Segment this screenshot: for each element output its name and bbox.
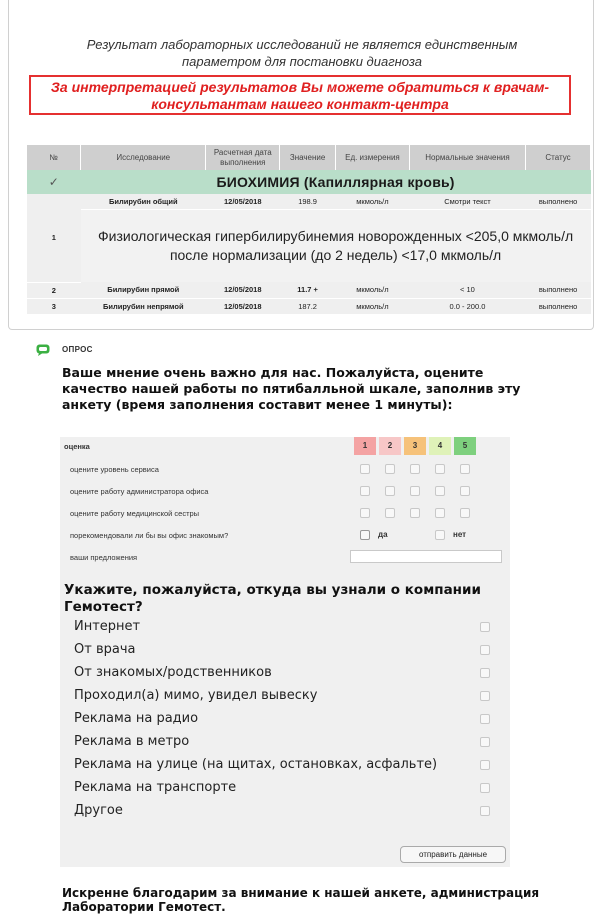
- rating-checkbox[interactable]: [460, 486, 470, 496]
- rating-checkbox[interactable]: [360, 486, 370, 496]
- source-checkbox[interactable]: [480, 622, 490, 632]
- poll-chat-icon: [36, 344, 50, 356]
- scale-2: 2: [379, 437, 401, 455]
- col-num: №: [27, 145, 81, 170]
- source-option: От знакомых/родственников: [60, 662, 510, 685]
- source-checkbox[interactable]: [480, 691, 490, 701]
- rating-checkbox[interactable]: [385, 464, 395, 474]
- suggestions-input[interactable]: [350, 550, 502, 563]
- source-checkbox[interactable]: [480, 760, 490, 770]
- source-option: От врача: [60, 639, 510, 662]
- source-option: Интернет: [60, 616, 510, 639]
- interpretation-warning: За интерпретацией результатов Вы можете обратиться к врачам- консультантам нашего контакт-центра: [29, 75, 571, 115]
- results-table: [27, 145, 591, 315]
- result-comment: Физиологическая гипербилирубинемия новорожденных <205,0 мкмоль/л после нормализации (до 2 недель) <17,0 мкмоль/л: [81, 210, 591, 283]
- source-checkbox[interactable]: [480, 645, 490, 655]
- table-row: 1 Билирубин общий 12/05/2018 198.9 мкмоль/л Смотри текст выполнено: [27, 194, 591, 210]
- recommend-no-checkbox[interactable]: [435, 530, 445, 540]
- recommend-no-label: нет: [453, 530, 467, 539]
- scale-5: 5: [454, 437, 476, 455]
- rating-checkbox[interactable]: [410, 464, 420, 474]
- rating-checkbox[interactable]: [385, 508, 395, 518]
- col-norm: Нормальные значения: [409, 145, 525, 170]
- source-checkbox[interactable]: [480, 668, 490, 678]
- suggestions-row: ваши предложения: [60, 548, 510, 566]
- rating-checkbox[interactable]: [460, 464, 470, 474]
- thanks-message: Искренне благодарим за внимание к нашей анкете, администрация Лаборатории Гемотест.: [62, 886, 540, 914]
- source-checkbox[interactable]: [480, 783, 490, 793]
- results-card: [8, 0, 594, 330]
- source-option: Реклама на улице (на щитах, остановках, асфальте): [60, 754, 510, 777]
- scale-4: 4: [429, 437, 451, 455]
- rating-checkbox[interactable]: [360, 508, 370, 518]
- source-question: Укажите, пожалуйста, откуда вы узнали о компании Гемотест?: [64, 582, 481, 615]
- recommend-yes-label: да: [378, 530, 388, 539]
- poll-label: ОПРОС: [62, 345, 93, 354]
- source-checkbox[interactable]: [480, 806, 490, 816]
- rating-checkbox[interactable]: [385, 486, 395, 496]
- survey-form: [60, 437, 510, 867]
- source-option: Проходил(а) мимо, увидел вывеску: [60, 685, 510, 708]
- rating-checkbox[interactable]: [435, 508, 445, 518]
- source-option: Реклама на транспорте: [60, 777, 510, 800]
- source-option: Реклама на радио: [60, 708, 510, 731]
- source-checkbox[interactable]: [480, 714, 490, 724]
- category-check-icon: ✓: [27, 170, 81, 194]
- question-row: оцените работу медицинской сестры: [60, 504, 510, 522]
- col-date: Расчетная дата выполнения: [206, 145, 280, 170]
- category-title: БИОХИМИЯ (Капиллярная кровь): [81, 170, 591, 194]
- rating-checkbox[interactable]: [435, 486, 445, 496]
- disclaimer-note: Результат лабораторных исследований не является единственным параметром для постановки диагноза: [86, 37, 518, 69]
- source-option: Другое: [60, 800, 510, 823]
- source-option: Реклама в метро: [60, 731, 510, 754]
- result-comment-row: [27, 210, 591, 283]
- rating-checkbox[interactable]: [435, 464, 445, 474]
- scale-1: 1: [354, 437, 376, 455]
- recommend-yes-checkbox[interactable]: [360, 530, 370, 540]
- submit-button[interactable]: отправить данные: [400, 846, 506, 863]
- question-row: оцените уровень сервиса: [60, 460, 510, 478]
- poll-intro: Ваше мнение очень важно для нас. Пожалуйста, оцените качество нашей работы по пятибалльной шкале, заполнив эту анкету (время заполнения составит менее 1 минуты):: [62, 365, 521, 412]
- col-status: Статус: [526, 145, 591, 170]
- rating-checkbox[interactable]: [410, 508, 420, 518]
- category-row: [27, 170, 591, 194]
- question-row: оцените работу администратора офиса: [60, 482, 510, 500]
- source-checkbox[interactable]: [480, 737, 490, 747]
- rating-header-row: оценка 1 2 3 4 5: [60, 437, 510, 455]
- rating-checkbox[interactable]: [360, 464, 370, 474]
- table-row: 2 Билирубин прямой 12/05/2018 11.7 + мкмоль/л < 10 выполнено: [27, 282, 591, 298]
- col-value: Значение: [280, 145, 336, 170]
- recommend-row: порекомендовали ли бы вы офис знакомым? да нет: [70, 530, 467, 540]
- scale-3: 3: [404, 437, 426, 455]
- col-test: Исследование: [81, 145, 206, 170]
- col-unit: Ед. измерения: [336, 145, 410, 170]
- table-row: 3 Билирубин непрямой 12/05/2018 187.2 мкмоль/л 0.0 - 200.0 выполнено: [27, 298, 591, 314]
- rating-checkbox[interactable]: [460, 508, 470, 518]
- rating-checkbox[interactable]: [410, 486, 420, 496]
